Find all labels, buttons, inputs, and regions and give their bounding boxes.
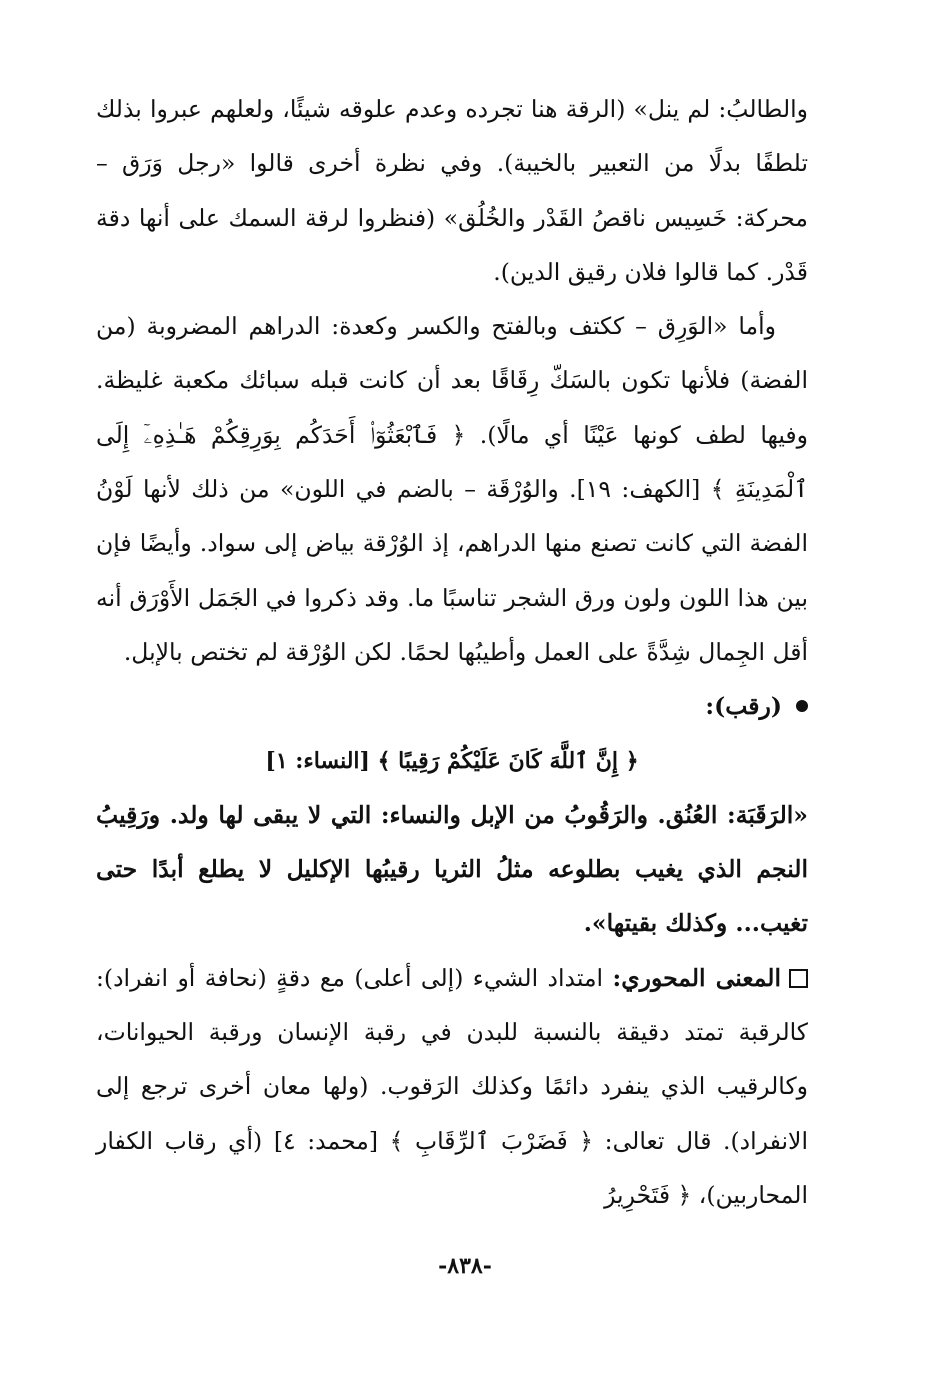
page-number: -٨٣٨- xyxy=(438,1253,492,1279)
entry-heading-text: (رقب): xyxy=(705,692,782,721)
core-meaning-text: امتداد الشيء (إلى أعلى) مع دقةٍ (نحافة أو انفراد): كالرقبة تمتد دقيقة بالنسبة للبدن في رقبة الإنسان ورقبة الحيوانات، وكالرقيب الذي ينفرد دائمًا وكذلك الرَقوب. (ولها معان أخرى ترجع إلى الانفراد). قال تعالى: ﴿ فَضَرْبَ ٱلرِّقَابِ ﴾ [محمد: ٤] (أي رقاب الكفار المحاربين)، ﴿ فَتَحْرِيرُ xyxy=(96,963,808,1209)
core-meaning-paragraph xyxy=(96,951,808,1222)
quran-verse: ﴿ إِنَّ ٱللَّهَ كَانَ عَلَيْكُمْ رَقِيبًا ﴾ [النساء: ١] xyxy=(265,747,639,774)
paragraph-wariq: وأما «الوَرِق – ككتف وبالفتح والكسر وكعدة: الدراهم المضروبة (من الفضة) فلأنها تكون بالسَكّ رِقَاقًا بعد أن كانت قبله سبائك مكعبة غليظة. وفيها لطف كونها عَيْنًا أي مالًا). ﴿ فَٱبْعَثُوٓا۟ أَحَدَكُم بِوَرِقِكُمْ هَـٰذِهِۦٓ إِلَى ٱلْمَدِينَةِ ﴾ [الكهف: ١٩]. والوُرْقَة – بالضم في اللون» من ذلك لأنها لَوْنُ الفضة التي كانت تصنع منها الدراهم، إذ الوُرْقة بياض إلى سواد. وأيضًا فإن بين هذا اللون ولون ورق الشجر تناسبًا ما. وقد ذكروا في الجَمَل الأَوْرَق أنه أقل الجِمال شِدَّةً على العمل وأطيبُها لحمًا. لكن الوُرْقة لم تختص بالإبل. xyxy=(96,312,808,666)
paragraph-continued: والطالبُ: لم ينل» (الرقة هنا تجرده وعدم علوقه شيئًا، ولعلهم عبروا بذلك تلطفًا بدلًا من التعبير بالخيبة). وفي نظرة أخرى قالوا «رجل وَرَق – محركة: خَسِيس ناقصُ القَدْر والخُلُق» (فنظروا لرقة السمك على أنها دقة قَدْر. كما قالوا فلان رقيق الدين). xyxy=(96,95,808,286)
bullet-icon xyxy=(796,700,808,712)
dictionary-definition: «الرَقَبَة: العُنُق. والرَقُوبُ من الإبل والنساء: التي لا يبقى لها ولد. ورَقِيبُ النجم الذي يغيب بطلوعه مثلُ الثريا رقيبُها الإكليل لا يطلع أبدًا حتى تغيب... وكذلك بقيتها». xyxy=(96,800,808,938)
square-icon xyxy=(789,969,808,988)
entry-heading xyxy=(96,679,808,733)
page-body xyxy=(96,82,808,1222)
core-meaning-label: المعنى المحوري: xyxy=(612,963,781,992)
